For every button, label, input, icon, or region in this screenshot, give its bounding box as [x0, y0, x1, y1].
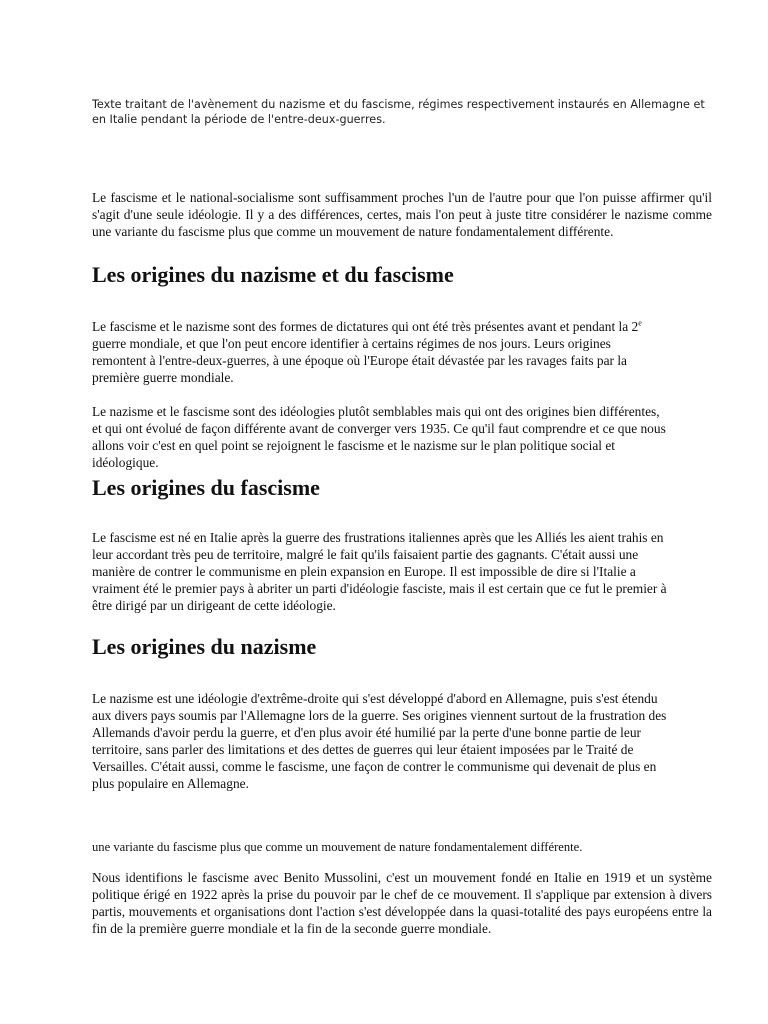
paragraph-3: Le nazisme et le fascisme sont des idéologies plutôt semblables mais qui ont des origines bien différentes, et qui ont évolué de façon différente avant de converger vers 1935. Ce qu'il faut comprendre et ce que nous allons voir c'est en quel point se rejoignent le fascisme et le nazisme sur le plan politique social et idéologique. — [92, 404, 666, 471]
paragraph-2-end: guerre mondiale, et que l'on peut encore identifier à certains régimes de nos jours. Leurs origines remontent à l'entre-deux-guerres, à une époque où l'Europe était dévastée par les ravages faits par la première guerre mondiale. — [92, 336, 628, 386]
paragraph-1: Le fascisme et le national-socialisme sont suffisamment proches l'un de l'autre pour que l'on puisse affirmer qu'il s'agit d'une seule idéologie. Il y a des différences, certes, mais l'on peut à juste titre considérer le nazisme comme une variante du fascisme plus que comme un mouvement de nature fondamentalement différente. — [92, 190, 712, 240]
paragraph-2 — [92, 318, 652, 386]
paragraph-5: Le nazisme est une idéologie d'extrême-droite qui s'est développé d'abord en Allemagne, puis s'est étendu aux divers pays soumis par l'Allemagne lors de la guerre. Ses origines viennent surtout de la frustration des Allemands d'avoir perdu la guerre, et d'en plus avoir été humilié par la perte d'une bonne partie de leur territoire, sans parler des limitations et des dettes de guerres qui leur étaient imposées par le Traité de Versailles. C'était aussi, comme le fascisme, une façon de contrer le communisme qui devenait de plus en plus populaire en Allemagne. — [92, 691, 667, 792]
intro-summary: Texte traitant de l'avènement du nazisme et du fascisme, régimes respectivement instaurés en Allemagne et en Italie pendant la période de l'entre-deux-guerres. — [92, 98, 705, 127]
paragraph-4: Le fascisme est né en Italie après la guerre des frustrations italiennes après que les Alliés les aient trahis en leur accordant très peu de territoire, malgré le fait qu'ils faisaient partie des gagnants. C'était aussi une manière de contrer le communisme en plein expansion en Europe. Il est impossible de dire si l'Italie a vraiment été le premier pays à abriter un parti d'idéologie fasciste, mais il est certain que ce fut le premier à être dirigé par un dirigeant de cette idéologie. — [92, 530, 667, 614]
paragraph-7: Nous identifions le fascisme avec Benito Mussolini, c'est un mouvement fondé en Italie en 1919 et un système politique érigé en 1922 après la prise du pouvoir par le chef de ce mouvement. Il s'applique par extension à divers partis, mouvements et organisations dont l'action s'est développée dans la quasi-totalité des pays européens entre la fin de la première guerre mondiale et la fin de la seconde guerre mondiale. — [92, 870, 712, 937]
heading-origines-nazisme-fascisme: Les origines du nazisme et du fascisme — [92, 262, 454, 287]
paragraph-2-start: Le fascisme et le nazisme sont des formes de dictatures qui ont été très présentes avant et pendant la 2 — [92, 319, 639, 335]
ordinal-superscript: e — [638, 318, 642, 328]
heading-origines-nazisme: Les origines du nazisme — [92, 634, 317, 659]
heading-origines-fascisme: Les origines du fascisme — [92, 475, 320, 500]
paragraph-6: une variante du fascisme plus que comme un mouvement de nature fondamentalement différente. — [92, 839, 583, 854]
